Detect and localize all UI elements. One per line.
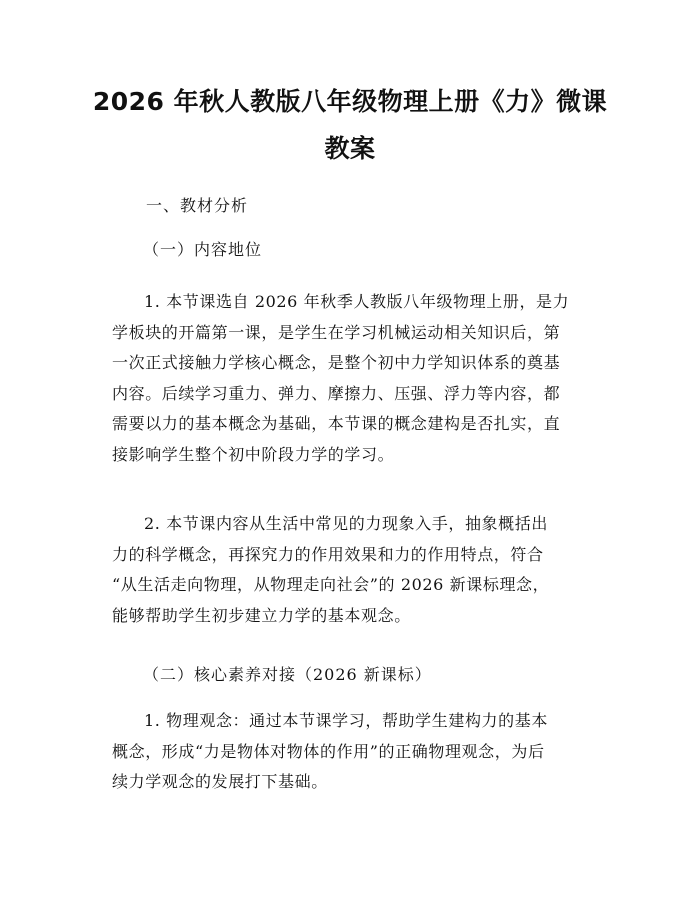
paragraph-3-line: 续力学观念的发展打下基础。 [112, 772, 328, 791]
paragraph-1-line: 1. 本节课选自 2026 年秋季人教版八年级物理上册，是力 [144, 292, 570, 311]
paragraph-1-line: 内容。后续学习重力、弹力、摩擦力、压强、浮力等内容，都 [112, 383, 561, 403]
paragraph-2-line: 能够帮助学生初步建立力学的基本观念。 [112, 605, 411, 625]
subsection-heading-content-position: （一）内容地位 [143, 240, 263, 259]
paragraph-2-line: 力的科学概念，再探究力的作用效果和力的作用特点，符合 [112, 544, 544, 564]
paragraph-1-line: 接影响学生整个初中阶段力学的学习。 [112, 444, 395, 464]
paragraph-3 [112, 706, 592, 798]
section-heading-textbook-analysis: 一、教材分析 [146, 196, 249, 215]
paragraph-3-line: 1. 物理观念：通过本节课学习，帮助学生建构力的基本 [144, 711, 548, 730]
subsection-heading-core-literacy: （二）核心素养对接（2026 新课标） [143, 665, 432, 684]
paragraph-3-line: 概念，形成“力是物体对物体的作用”的正确物理观念，为后 [112, 741, 545, 761]
paragraph-2 [112, 509, 592, 631]
paragraph-1 [112, 287, 592, 470]
paragraph-2-line: “从生活走向物理，从物理走向社会”的 2026 新课标理念， [112, 575, 550, 594]
document-title-line-1: 2026 年秋人教版八年级物理上册《力》微课 [92, 87, 608, 116]
paragraph-1-line: 学板块的开篇第一课，是学生在学习机械运动相关知识后，第 [112, 322, 561, 342]
document-title-line-2: 教案 [324, 134, 376, 163]
paragraph-2-line: 2. 本节课内容从生活中常见的力现象入手，抽象概括出 [144, 514, 548, 533]
paragraph-1-line: 需要以力的基本概念为基础，本节课的概念建构是否扎实，直 [112, 414, 561, 433]
paragraph-1-line: 一次正式接触力学核心概念，是整个初中力学知识体系的奠基 [112, 353, 561, 372]
